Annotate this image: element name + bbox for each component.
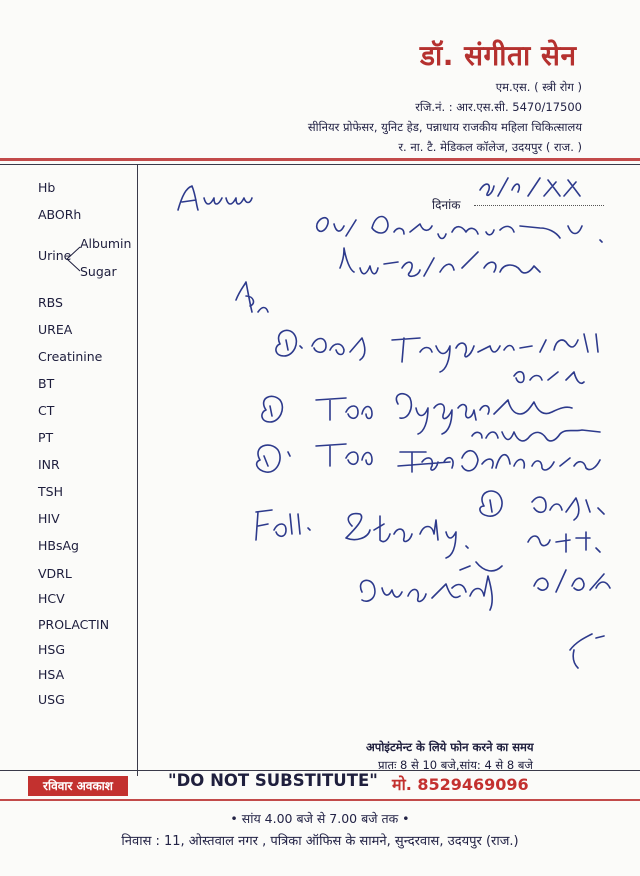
doctor-name: डॉ. संगीता सेन [420,39,577,72]
test-usg: USG [38,692,65,707]
test-rbs: RBS [38,295,63,310]
test-hb: Hb [38,180,56,195]
date-label: दिनांक [432,198,461,212]
test-creatinine: Creatinine [38,349,103,364]
appointment-call-title: अपोइंटमेन्ट के लिये फोन करने का समय [366,740,534,754]
test-urea: UREA [38,322,73,337]
test-hcv: HCV [38,591,65,606]
doctor-degree: एम.एस. ( स्त्री रोग ) [495,80,582,94]
test-tsh: TSH [38,484,63,499]
test-prolactin: PROLACTIN [38,617,110,632]
test-aborh: ABORh [38,207,82,222]
test-hsa: HSA [38,667,65,682]
sunday-holiday-badge: रविवार अवकाश [28,776,128,796]
medical-college: र. ना. टै. मेडिकल कॉलेज, उदयपुर ( राज. ) [398,140,582,154]
appointment-call-time: प्रातः 8 से 10 बजे,सांय: 4 से 8 बजे [378,758,533,772]
residence-address: निवास : 11, ओस्तवाल नगर , पत्रिका ऑफिस के सामने, सुन्दरवास, उदयपुर (राज.) [121,834,519,849]
evening-hours: • सांय 4.00 बजे से 7.00 बजे तक • [230,811,410,826]
test-hiv: HIV [38,511,60,526]
doctor-designation: सीनियर प्रोफेसर, युनिट हेड, पन्नाधाय राजकीय महिला चिकित्सालय [307,120,582,134]
test-bt: BT [38,376,55,391]
test-ct: CT [38,403,55,418]
test-hsg: HSG [38,642,66,657]
test-pt: PT [38,430,54,445]
test-inr: INR [38,457,60,472]
phone-number: मो. 8529469096 [392,775,529,794]
test-sugar: Sugar [80,264,117,279]
test-vdrl: VDRL [38,566,72,581]
do-not-substitute: "DO NOT SUBSTITUTE" [168,771,378,790]
test-hbsag: HBsAg [38,538,79,553]
registration-number: रजि.नं. : आर.एस.सी. 5470/17500 [415,100,582,114]
footer-divider-red [0,799,640,801]
test-urine: Urine [38,248,72,263]
test-albumin: Albumin [80,236,132,251]
